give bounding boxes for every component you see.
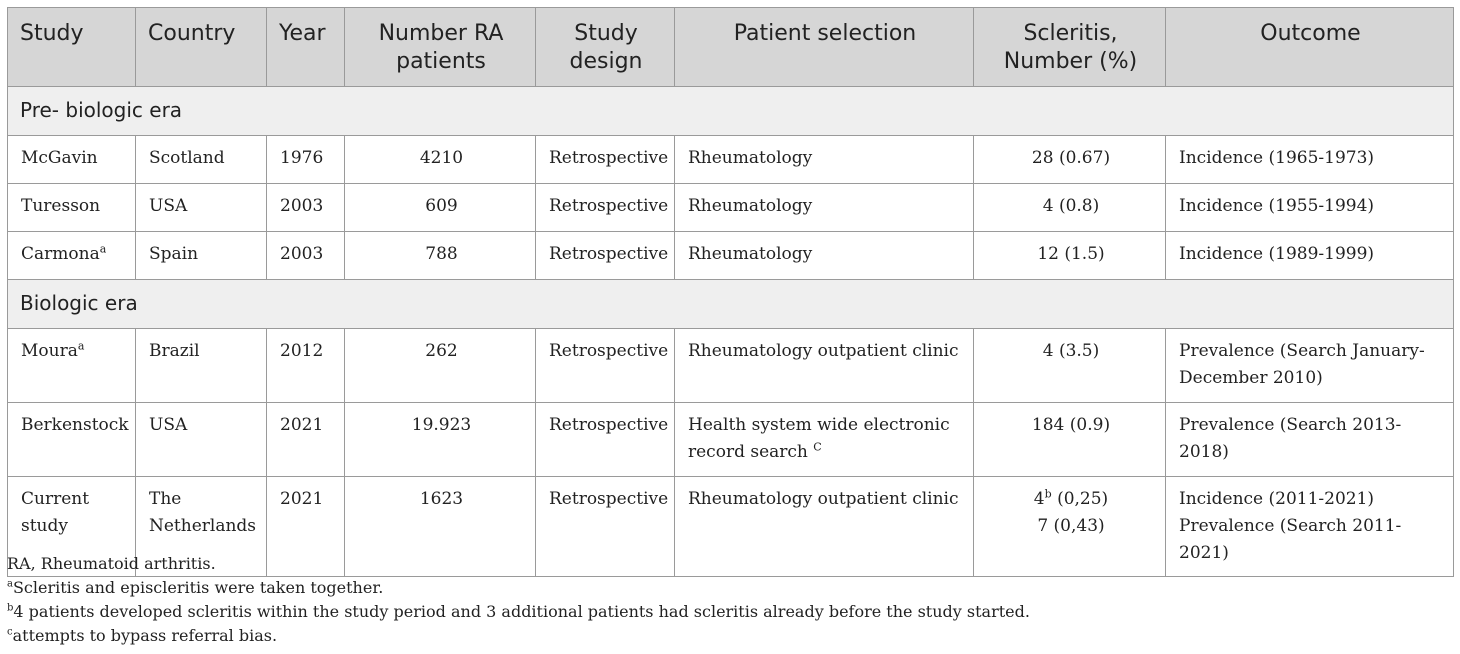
cell-scleritis: 184 (0.9) — [974, 403, 1166, 477]
footnote-abbrev: RA, Rheumatoid arthritis. — [7, 554, 216, 573]
header-country: Country — [136, 8, 267, 87]
cell-design: Retrospective — [536, 136, 675, 184]
cell-number: 1623 — [345, 477, 536, 577]
cell-year: 2021 — [267, 477, 345, 577]
cell-country: Scotland — [136, 136, 267, 184]
cell-country: Spain — [136, 232, 267, 280]
cell-selection: Rheumatology outpatient clinic — [675, 477, 974, 577]
cell-selection — [675, 403, 974, 477]
header-study-design: Study design — [536, 8, 675, 87]
cell-design: Retrospective — [536, 403, 675, 477]
header-scleritis: Scleritis, Number (%) — [974, 8, 1166, 87]
section-label: Pre- biologic era — [8, 87, 1454, 136]
header-outcome: Outcome — [1166, 8, 1454, 87]
cell-selection: Rheumatology outpatient clinic — [675, 329, 974, 403]
selection-text: Health system wide electronic record search — [688, 415, 950, 462]
study-name: Moura — [21, 341, 78, 361]
cell-scleritis: 28 (0.67) — [974, 136, 1166, 184]
cell-selection: Rheumatology — [675, 184, 974, 232]
table-footnotes — [7, 552, 1453, 648]
table-row — [8, 232, 1454, 280]
header-row — [8, 8, 1454, 87]
cell-year: 2021 — [267, 403, 345, 477]
cell-scleritis: 4 (0.8) — [974, 184, 1166, 232]
cell-design: Retrospective — [536, 477, 675, 577]
table-row — [8, 184, 1454, 232]
cell-number: 19.923 — [345, 403, 536, 477]
cell-study: McGavin — [8, 136, 136, 184]
cell-outcome: Prevalence (Search 2013- 2018) — [1166, 403, 1454, 477]
header-patient-selection: Patient selection — [675, 8, 974, 87]
cell-design: Retrospective — [536, 329, 675, 403]
cell-number: 788 — [345, 232, 536, 280]
cell-number: 262 — [345, 329, 536, 403]
cell-year: 1976 — [267, 136, 345, 184]
cell-scleritis: 12 (1.5) — [974, 232, 1166, 280]
cell-selection: Rheumatology — [675, 232, 974, 280]
cell-study: Berkenstock — [8, 403, 136, 477]
table-row — [8, 329, 1454, 403]
cell-outcome: Incidence (1965-1973) — [1166, 136, 1454, 184]
section-row-pre-biologic — [8, 87, 1454, 136]
outcome-prevalence: Prevalence (Search 2011-2021) — [1179, 516, 1402, 563]
footnote-text: 4 patients developed scleritis within the study period and 3 additional patients had scleritis already before the study started. — [13, 602, 1030, 621]
study-name: Carmona — [21, 244, 100, 264]
footnote-a — [7, 576, 1453, 600]
cell-country: Brazil — [136, 329, 267, 403]
table-container — [7, 7, 1453, 577]
cell-outcome: Incidence (1955-1994) — [1166, 184, 1454, 232]
cell-study: Current study — [8, 477, 136, 577]
cell-year: 2012 — [267, 329, 345, 403]
scleritis-incidence — [987, 486, 1155, 513]
cell-outcome: Prevalence (Search January-December 2010) — [1166, 329, 1454, 403]
cell-scleritis: 4 (3.5) — [974, 329, 1166, 403]
cell-design: Retrospective — [536, 184, 675, 232]
outcome-incidence: Incidence (2011-2021) — [1179, 489, 1375, 509]
section-row-biologic — [8, 280, 1454, 329]
footnote-c — [7, 624, 1453, 648]
cell-year: 2003 — [267, 232, 345, 280]
table-row — [8, 136, 1454, 184]
cell-country: USA — [136, 403, 267, 477]
section-label: Biologic era — [8, 280, 1454, 329]
header-study: Study — [8, 8, 136, 87]
footnote-text: Scleritis and episcleritis were taken together. — [12, 578, 384, 597]
cell-year: 2003 — [267, 184, 345, 232]
footnote-marker: a — [77, 339, 85, 353]
header-number-ra-patients: Number RA patients — [345, 8, 536, 87]
scleritis-percent: (0,25) — [1051, 489, 1109, 509]
cell-country: The Netherlands — [136, 477, 267, 577]
cell-study — [8, 329, 136, 403]
footnote-marker: b — [1044, 487, 1052, 501]
footnote-marker: b — [7, 602, 14, 614]
header-year: Year — [267, 8, 345, 87]
table-row — [8, 403, 1454, 477]
footnote-text: attempts to bypass referral bias. — [12, 626, 278, 645]
scleritis-count: 4 — [1033, 489, 1045, 509]
cell-study — [8, 232, 136, 280]
cell-design: Retrospective — [536, 232, 675, 280]
footnote-marker: c — [7, 626, 13, 638]
cell-number: 4210 — [345, 136, 536, 184]
footnote-marker: C — [813, 440, 822, 454]
footnote-marker: a — [99, 242, 107, 256]
cell-outcome: Incidence (1989-1999) — [1166, 232, 1454, 280]
scleritis-prevalence: 7 (0,43) — [1037, 516, 1105, 536]
cell-selection: Rheumatology — [675, 136, 974, 184]
footnote-b — [7, 600, 1453, 624]
scleritis-studies-table — [7, 7, 1454, 577]
cell-number: 609 — [345, 184, 536, 232]
cell-country: USA — [136, 184, 267, 232]
footnote-marker: a — [7, 578, 13, 590]
cell-study: Turesson — [8, 184, 136, 232]
